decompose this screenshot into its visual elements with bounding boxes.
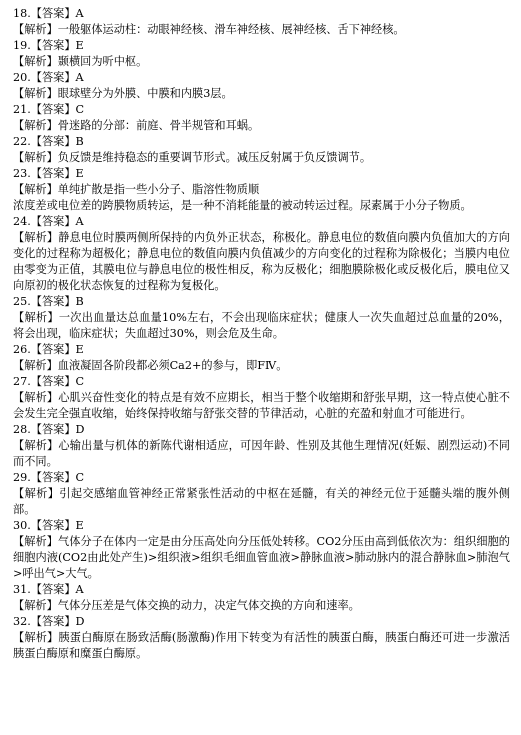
answer-18-heading: 18.【答案】A [13,7,84,20]
answer-19-heading: 19.【答案】E [13,39,84,52]
answer-22-explanation: 【解析】负反馈是维持稳态的重要调节形式。减压反射属于负反馈调节。 [13,151,372,164]
answer-32-heading: 32.【答案】D [13,615,85,628]
answer-24-heading: 24.【答案】A [13,215,84,228]
answer-21-heading: 21.【答案】C [13,103,85,116]
answer-18-explanation: 【解析】一般躯体运动柱：动眼神经核、滑车神经核、展神经核、舌下神经核。 [13,23,405,36]
answer-26-heading: 26.【答案】E [13,343,84,356]
answer-28-explanation: 【解析】心输出量与机体的新陈代谢相适应，可因年龄、性别及其他生理情况(妊娠、剧烈运动)不同而不同。 [13,439,510,468]
answer-19-explanation: 【解析】颞横回为听中枢。 [13,55,148,68]
answer-27-heading: 27.【答案】C [13,375,85,388]
answer-23-explanation-cont: 浓度差或电位差的跨膜物质转运，是一种不消耗能量的被动转运过程。尿素属于小分子物质。 [13,199,472,212]
answer-30-explanation: 【解析】气体分子在体内一定是由分压高处向分压低处转移。CO2分压由高到低依次为：组织细胞的细胞内液(CO2由此处产生)>组织液>组织毛细血管血液>静脉血液>肺动脉内的混合静脉血>肺泡气>呼出气>大气。 [13,535,510,580]
answer-25-explanation: 【解析】一次出血量达总血量10%左右，不会出现临床症状；健康人一次失血超过总血量的20%，将会出现，临床症状；失血超过30%，则会危及生命。 [13,311,510,340]
answer-27-explanation: 【解析】心肌兴奋性变化的特点是有效不应期长，相当于整个收缩期和舒张早期，这一特点使心脏不会发生完全强直收缩，始终保持收缩与舒张交替的节律活动，心脏的充盈和射血才可能进行。 [13,391,510,420]
answer-28-heading: 28.【答案】D [13,423,85,436]
answer-24-explanation: 【解析】静息电位时膜两侧所保持的内负外正状态，称极化。静息电位的数值向膜内负值加大的方向变化的过程称为超极化；静息电位的数值向膜内负值减少的方向变化的过程称为除极化；当膜内电位由零变为正值，其膜电位与静息电位的极性相反，称为反极化；细胞膜除极化或反极化后，膜电位又向原初的极化状态恢复的过程称为复极化。 [13,231,510,292]
answer-document [13,6,510,662]
answer-25-heading: 25.【答案】B [13,295,84,308]
answer-29-heading: 29.【答案】C [13,471,85,484]
answer-23-explanation: 【解析】单纯扩散是指一些小分子、脂溶性物质顺 [13,183,260,196]
answer-30-heading: 30.【答案】E [13,519,84,532]
answer-32-explanation: 【解析】胰蛋白酶原在肠致活酶(肠激酶)作用下转变为有活性的胰蛋白酶，胰蛋白酶还可进一步激活胰蛋白酶原和糜蛋白酶原。 [13,631,510,660]
answer-31-heading: 31.【答案】A [13,583,84,596]
answer-20-explanation: 【解析】眼球壁分为外膜、中膜和内膜3层。 [13,87,233,100]
answer-29-explanation: 【解析】引起交感缩血管神经正常紧张性活动的中枢在延髓，有关的神经元位于延髓头端的腹外侧部。 [13,487,510,516]
answer-20-heading: 20.【答案】A [13,71,84,84]
answer-22-heading: 22.【答案】B [13,135,84,148]
answer-23-heading: 23.【答案】E [13,167,84,180]
answer-31-explanation: 【解析】气体分压差是气体交换的动力，决定气体交换的方向和速率。 [13,599,360,612]
answer-26-explanation: 【解析】血液凝固各阶段都必须Ca2+的参与，即FⅣ。 [13,359,288,372]
answer-21-explanation: 【解析】骨迷路的分部：前庭、骨半规管和耳蜗。 [13,119,260,132]
